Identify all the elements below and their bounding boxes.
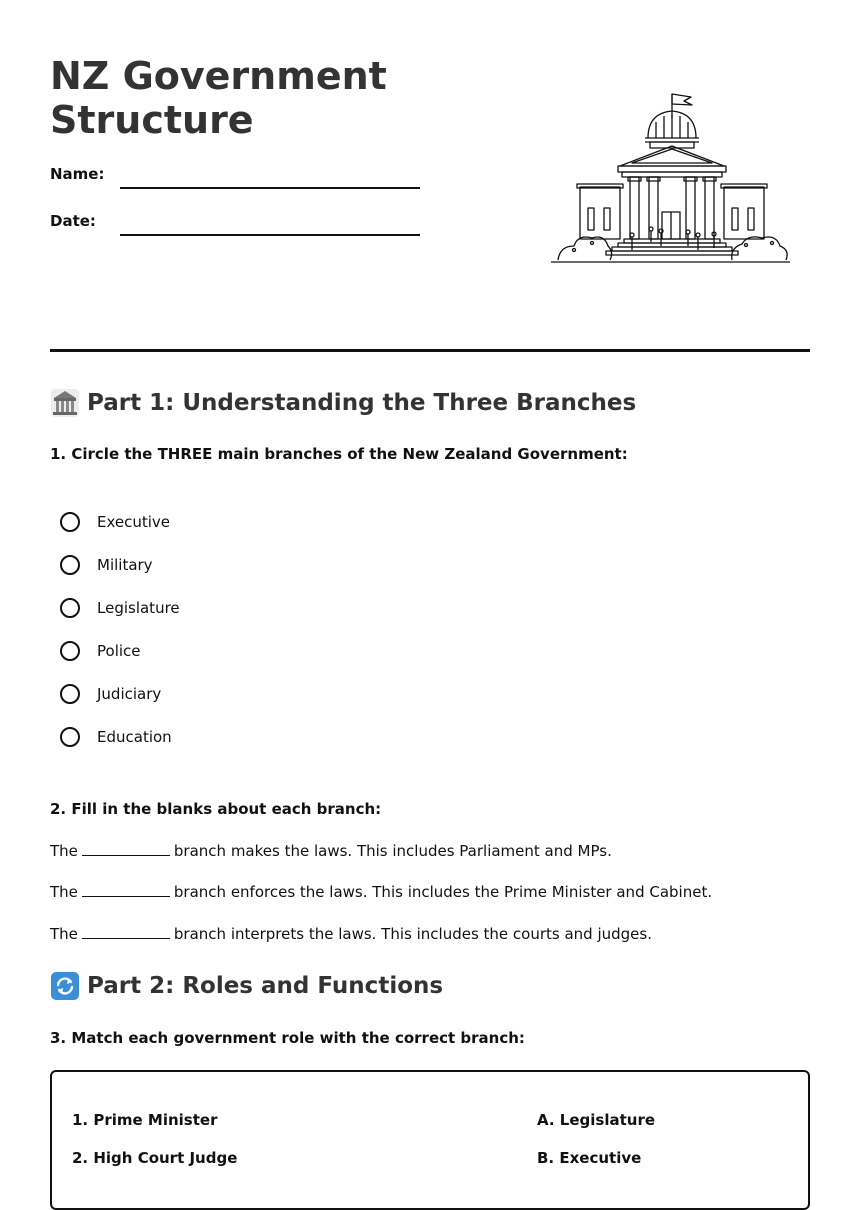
- sentence-start: The: [50, 883, 78, 901]
- part1-title-text: Part 1: Understanding the Three Branches: [87, 390, 637, 416]
- option-judiciary[interactable]: [60, 681, 161, 707]
- sentence-start: The: [50, 925, 78, 943]
- answer-blank[interactable]: [82, 884, 170, 897]
- sentence-end: branch enforces the laws. This includes the Prime Minister and Cabinet.: [173, 883, 713, 901]
- sentence-start: The: [50, 842, 78, 860]
- title-line-1: NZ Government: [50, 54, 387, 98]
- option-label: Judiciary: [97, 685, 162, 703]
- answer-blank[interactable]: [82, 926, 170, 939]
- match-role-2: 2. High Court Judge: [72, 1149, 238, 1167]
- date-label: Date:: [50, 212, 96, 230]
- option-circle[interactable]: [60, 727, 80, 747]
- match-branch-a: A. Legislature: [537, 1111, 656, 1129]
- sentence-end: branch interprets the laws. This includes the courts and judges.: [173, 925, 652, 943]
- date-field[interactable]: [120, 234, 420, 236]
- fill-blank-sentence-3: [50, 925, 652, 943]
- part2-title-text: Part 2: Roles and Functions: [87, 973, 444, 999]
- question-3-prompt: 3. Match each government role with the correct branch:: [50, 1029, 525, 1047]
- option-education[interactable]: [60, 724, 172, 750]
- header-divider: [50, 349, 810, 352]
- parliament-building-illustration: [548, 88, 794, 268]
- option-legislature[interactable]: [60, 595, 180, 621]
- option-circle[interactable]: [60, 512, 80, 532]
- match-branch-b: B. Executive: [537, 1149, 642, 1167]
- sentence-end: branch makes the laws. This includes Parliament and MPs.: [173, 842, 612, 860]
- option-label: Military: [97, 556, 153, 574]
- option-circle[interactable]: [60, 598, 80, 618]
- name-label: Name:: [50, 165, 105, 183]
- question-2-prompt: 2. Fill in the blanks about each branch:: [50, 800, 382, 818]
- page-title: [50, 54, 470, 142]
- option-label: Legislature: [97, 599, 180, 617]
- matching-box: [50, 1070, 810, 1210]
- part1-title: [50, 388, 636, 418]
- option-executive[interactable]: [60, 509, 170, 535]
- question-1-prompt: 1. Circle the THREE main branches of the New Zealand Government:: [50, 445, 628, 463]
- fill-blank-sentence-1: [50, 842, 612, 860]
- option-label: Police: [97, 642, 141, 660]
- name-field[interactable]: [120, 187, 420, 189]
- part2-title: [50, 971, 443, 1001]
- option-circle[interactable]: [60, 555, 80, 575]
- option-label: Education: [97, 728, 172, 746]
- option-circle[interactable]: [60, 641, 80, 661]
- fill-blank-sentence-2: [50, 883, 712, 901]
- match-role-1: 1. Prime Minister: [72, 1111, 218, 1129]
- government-building-icon: [50, 388, 80, 418]
- option-label: Executive: [97, 513, 171, 531]
- option-circle[interactable]: [60, 684, 80, 704]
- option-military[interactable]: [60, 552, 153, 578]
- answer-blank[interactable]: [82, 843, 170, 856]
- title-line-2: Structure: [50, 98, 254, 142]
- option-police[interactable]: [60, 638, 141, 664]
- refresh-arrows-icon: [50, 971, 80, 1001]
